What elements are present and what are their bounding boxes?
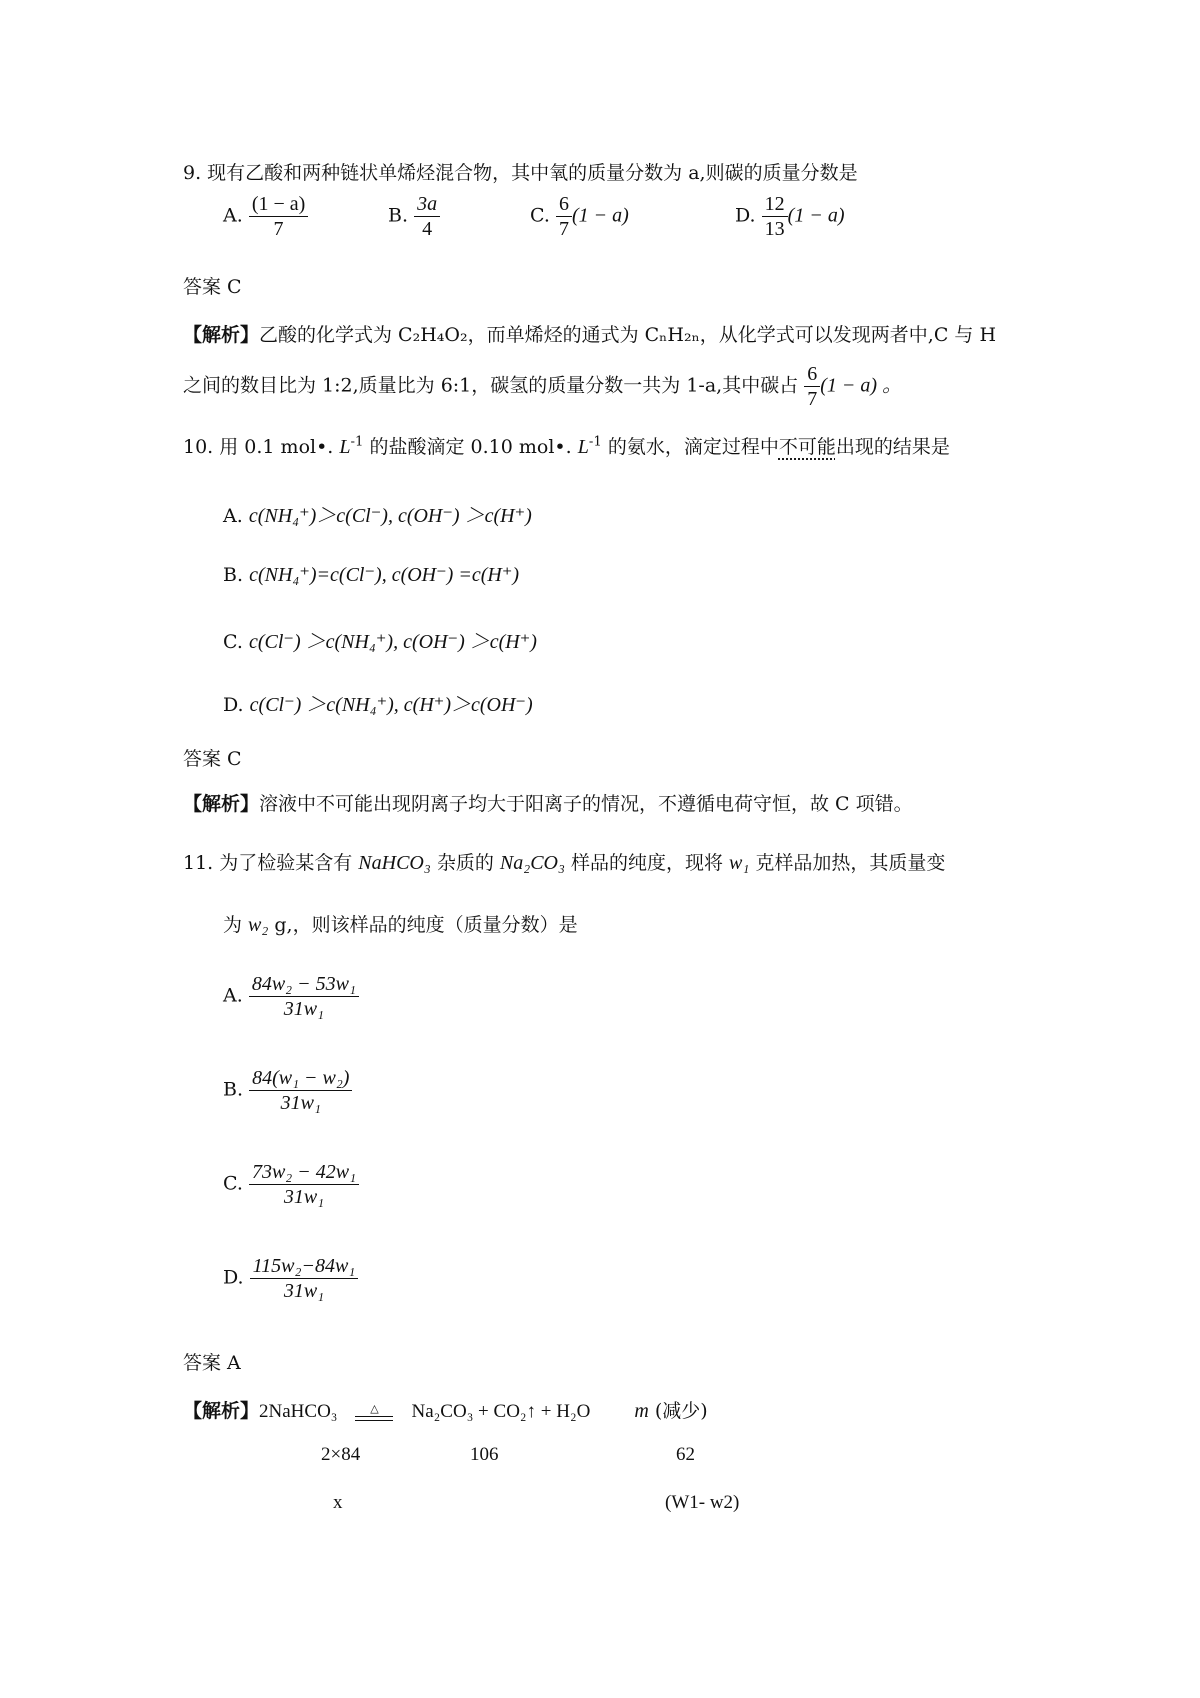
fraction-numerator: 12 [762, 192, 788, 217]
fraction-denominator: 7 [558, 218, 569, 240]
option-text: c(NH₄⁺)＞c(Cl⁻), c(OH⁻) ＞c(H⁺) [248, 505, 532, 527]
equation-left: 2NaHCO₃ [259, 1401, 338, 1422]
fraction-numerator: (1 − a) [249, 192, 308, 217]
fraction-numerator: 3a [414, 192, 440, 217]
fraction-denominator: 31w₁ [280, 1092, 321, 1114]
stem-part: 出现的结果是 [835, 436, 950, 458]
fraction-denominator: 31w₁ [283, 1186, 325, 1208]
fraction-denominator: 4 [422, 218, 433, 240]
stem-part: 的盐酸滴定 0.10 mol•. [363, 436, 578, 458]
q9-option-a [223, 192, 308, 241]
formula: Na₂CO₃ [499, 852, 565, 874]
option-text: c(Cl⁻) ＞c(NH₄⁺), c(OH⁻) ＞c(H⁺) [248, 631, 537, 653]
q11-ratio-106: 106 [470, 1444, 499, 1465]
q11-unknown-x: x [333, 1492, 343, 1513]
fraction-tail: (1 − a) 。 [820, 374, 903, 397]
q9-option-d [735, 192, 844, 241]
q10-analysis [183, 789, 913, 816]
analysis-text: 乙酸的化学式为 C₂H₄O₂，而单烯烃的通式为 CₙH₂ₙ，从化学式可以发现两者中,C 与 H [259, 324, 997, 346]
mass-symbol: m [634, 1400, 649, 1422]
q10-option-b [223, 562, 519, 587]
q11-ratio-2x84: 2×84 [321, 1444, 361, 1465]
option-text: c(NH₄⁺)=c(Cl⁻), c(OH⁻) =c(H⁺) [249, 564, 520, 586]
option-label: C. [223, 631, 243, 653]
fraction-numerator: 84w₂ − 53w₁ [249, 972, 359, 997]
option-label: B. [223, 564, 244, 586]
mass-note: (减少) [648, 1400, 708, 1422]
fraction-denominator: 31w₁ [283, 998, 324, 1020]
stem-part: 克样品加热，其质量变 [749, 852, 946, 874]
q9-analysis-line1 [183, 320, 996, 347]
option-label: D. [735, 204, 756, 227]
variable: w₂ [248, 914, 269, 936]
option-label: A. [223, 984, 243, 1007]
option-label: B. [223, 1078, 244, 1101]
analysis-text: 溶液中不可能出现阴离子均大于阳离子的情况，不遵循电荷守恒，故 C 项错。 [259, 793, 913, 815]
analysis-text: 之间的数目比为 1:2,质量比为 6:1，碳氢的质量分数一共为 1-a,其中碳占 [183, 374, 799, 397]
heat-triangle-icon: △ [370, 1401, 379, 1415]
fraction-numerator: 73w₂ − 42w₁ [249, 1160, 359, 1185]
q10-option-d [223, 688, 533, 717]
fraction-denominator: 7 [273, 218, 284, 240]
analysis-tag: 【解析】 [183, 324, 260, 346]
stem-part: 杂质的 [430, 852, 500, 874]
analysis-tag: 【解析】 [183, 1400, 260, 1422]
emphasis-text: 不可能 [778, 436, 836, 458]
q11-option-a [223, 972, 359, 1021]
fraction-tail: (1 − a) [571, 204, 629, 227]
q11-answer: 答案 A [183, 1352, 241, 1374]
q11-option-b [223, 1066, 352, 1115]
option-label: A. [223, 204, 243, 227]
q11-analysis-equation [183, 1396, 708, 1423]
q10-answer: 答案 C [183, 748, 242, 770]
q9-option-b [388, 192, 440, 241]
stem-part: g,，则该样品的纯度（质量分数）是 [268, 914, 578, 936]
q10-option-a [223, 499, 532, 528]
stem-part: 10. 用 0.1 mol•. [183, 436, 340, 458]
option-label: B. [388, 204, 409, 227]
variable: w₁ [729, 852, 750, 874]
q9-stem: 9. 现有乙酸和两种链状单烯烃混合物，其中氧的质量分数为 a,则碳的质量分数是 [183, 162, 858, 184]
q10-option-c [223, 625, 537, 654]
q11-option-d [223, 1254, 358, 1303]
option-text: c(Cl⁻) ＞c(NH₄⁺), c(H⁺)＞c(OH⁻) [249, 694, 533, 716]
equation-right: Na₂CO₃ + CO₂↑ + H₂O [411, 1401, 591, 1422]
fraction-tail: (1 − a) [787, 204, 845, 227]
stem-part: 为 [223, 914, 249, 936]
q9-option-c [530, 192, 629, 241]
option-label: D. [223, 1266, 244, 1289]
q11-stem-line1 [183, 848, 945, 875]
unit-exponent: -1 [350, 434, 364, 450]
option-label: A. [223, 505, 243, 527]
q11-ratio-62: 62 [676, 1444, 695, 1465]
q9-analysis-line2 [183, 362, 902, 411]
unit-symbol: L [339, 436, 351, 458]
formula: NaHCO₃ [358, 852, 431, 874]
option-label: C. [223, 1172, 243, 1195]
stem-part: 11. 为了检验某含有 [183, 852, 359, 874]
fraction-numerator: 6 [556, 192, 572, 217]
option-label: D. [223, 694, 244, 716]
stem-part: 的氨水，滴定过程中 [601, 436, 779, 458]
fraction-numerator: 115w₂−84w₁ [250, 1254, 359, 1279]
heat-reaction-sign [355, 1401, 393, 1421]
fraction-numerator: 84(w₁ − w₂) [249, 1066, 352, 1091]
q9-answer: 答案 C [183, 276, 242, 298]
option-label: C. [530, 204, 550, 227]
fraction-denominator: 13 [764, 218, 785, 240]
q10-stem: 10. 用 0.1 mol•. $L^{-1}$ 的盐酸滴定 0.10 mol•. $L^{-1}$ 的氨水，滴定过程中不可能出现的结果是 [183, 434, 950, 458]
q11-stem-line2 [223, 910, 578, 937]
fraction-denominator: 31w₁ [283, 1280, 325, 1302]
fraction-numerator: 6 [804, 362, 820, 387]
q11-option-c [223, 1160, 359, 1209]
fraction-denominator: 7 [807, 388, 818, 410]
q11-mass-difference: (W1- w2) [665, 1492, 740, 1513]
stem-part: 样品的纯度，现将 [564, 852, 730, 874]
analysis-tag: 【解析】 [183, 793, 260, 815]
